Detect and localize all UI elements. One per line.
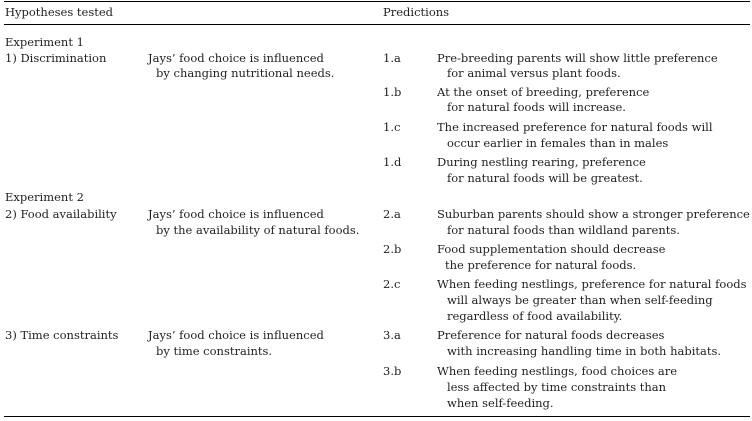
hypothesis-statement-line2: by changing nutritional needs. [156,66,335,80]
hypothesis-name-discrimination: 1) Discrimination [5,51,107,65]
prediction-id: 1.b [383,85,402,99]
prediction-id: 3.a [383,328,401,342]
prediction-text-line1: At the onset of breeding, preference [437,85,650,99]
prediction-id: 3.b [383,364,402,378]
prediction-text-line1: When feeding nestlings, food choices are [437,364,678,378]
prediction-id: 2.a [383,207,401,221]
hypothesis-statement-line2: by the availability of natural foods. [156,223,360,237]
prediction-id: 1.d [383,155,402,169]
prediction-text-line2: the preference for natural foods. [445,258,637,272]
experiment-1-label: Experiment 1 [5,35,84,49]
prediction-text-line3: when self-feeding. [447,396,554,410]
header-rule [4,24,750,25]
prediction-text-line2: for natural foods than wildland parents. [447,223,680,237]
prediction-text-line2: less affected by time constraints than [447,380,667,394]
hypothesis-statement-line1: Jays’ food choice is influenced [148,328,324,342]
prediction-id: 1.a [383,51,401,65]
prediction-text-line1: Pre-breeding parents will show little preference [437,51,718,65]
header-hypotheses: Hypotheses tested [5,5,114,19]
hypothesis-name-food-availability: 2) Food availability [5,207,117,221]
prediction-text-line1: When feeding nestlings, preference for natural foods [437,277,747,291]
top-rule [4,1,750,2]
prediction-text-line2: for animal versus plant foods. [447,66,621,80]
hypothesis-statement-line1: Jays’ food choice is influenced [148,207,324,221]
prediction-text-line2: for natural foods will increase. [447,100,626,114]
header-predictions: Predictions [383,5,450,19]
prediction-text-line2: will always be greater than when self-feeding [447,293,713,307]
prediction-text-line2: for natural foods will be greatest. [447,171,643,185]
prediction-text-line1: Food supplementation should decrease [437,242,666,256]
prediction-text-line2: occur earlier in females than in males [447,136,669,150]
hypothesis-name-time-constraints: 3) Time constraints [5,328,119,342]
prediction-id: 1.c [383,120,401,134]
bottom-rule [4,416,750,417]
prediction-text-line1: Preference for natural foods decreases [437,328,665,342]
prediction-text-line2: with increasing handling time in both habitats. [447,344,722,358]
experiment-2-label: Experiment 2 [5,190,84,204]
hypothesis-statement-line1: Jays’ food choice is influenced [148,51,324,65]
prediction-text-line1: Suburban parents should show a stronger preference [437,207,750,221]
prediction-text-line1: The increased preference for natural foods will [437,120,713,134]
prediction-text-line1: During nestling rearing, preference [437,155,646,169]
hypothesis-statement-line2: by time constraints. [156,344,273,358]
prediction-text-line3: regardless of food availability. [447,309,623,323]
prediction-id: 2.b [383,242,402,256]
prediction-id: 2.c [383,277,401,291]
